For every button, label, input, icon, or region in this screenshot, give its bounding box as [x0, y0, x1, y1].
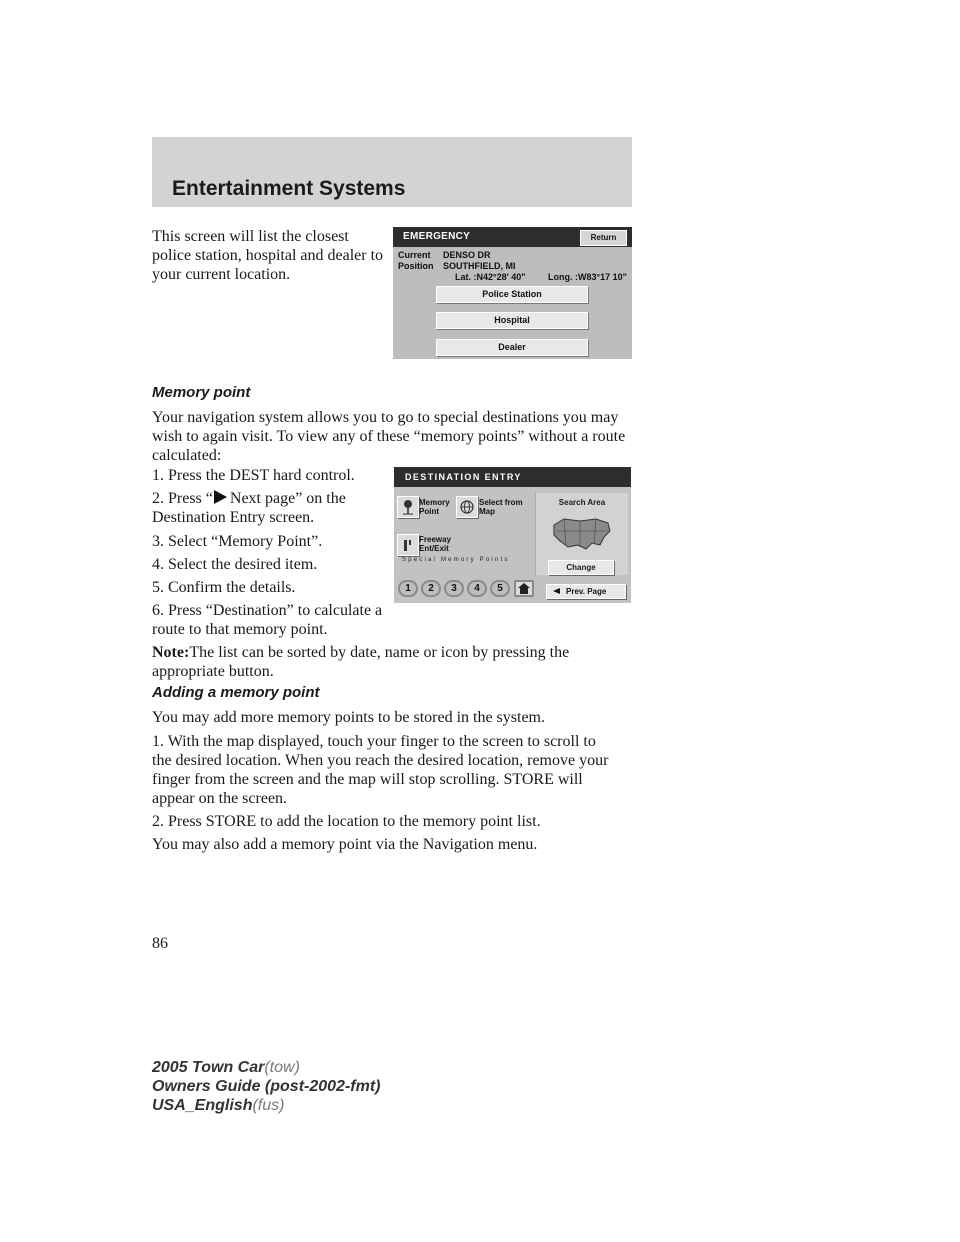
search-area-title: Search Area [558, 498, 606, 507]
special-memory-points-label: Special Memory Points [402, 557, 510, 563]
step-6-line-2: route to that memory point. [152, 621, 328, 638]
select-from-map-label-2[interactable]: Map [479, 507, 495, 516]
adding-step-2: 2. Press STORE to add the location to the memory point list. [152, 813, 541, 830]
note-line-1 [152, 643, 569, 662]
step-2-continued: Destination Entry screen. [152, 509, 315, 526]
street-value: DENSO DR [443, 250, 491, 260]
current-label: Current [398, 250, 431, 260]
adding-closing: You may also add a memory point via the Navigation menu. [152, 836, 538, 853]
globe-icon[interactable] [456, 496, 478, 518]
memory-point-2-button[interactable]: 2 [421, 580, 441, 597]
memory-point-5-button[interactable]: 5 [490, 580, 510, 597]
step-3: 3. Select “Memory Point”. [152, 533, 323, 550]
memory-point-heading: Memory point [152, 384, 251, 401]
step-5: 5. Confirm the details. [152, 579, 296, 596]
intro-line-2: police station, hospital and dealer to [152, 247, 384, 264]
footer-line-1 [152, 1058, 380, 1077]
destination-title: DESTINATION ENTRY [405, 472, 522, 482]
freeway-icon[interactable] [397, 534, 419, 556]
arrow-left-icon [553, 588, 560, 594]
step-2-pre: 2. Press “ [152, 490, 213, 507]
police-station-button[interactable]: Police Station [436, 286, 588, 303]
change-button[interactable]: Change [548, 560, 614, 575]
footer-model: 2005 Town Car [152, 1059, 265, 1076]
emergency-title-bar [393, 227, 632, 247]
memory-point-1-button[interactable]: 1 [398, 580, 418, 597]
dealer-button[interactable]: Dealer [436, 339, 588, 356]
emergency-title: EMERGENCY [403, 231, 471, 242]
section-header [152, 137, 632, 207]
footer-line-2 [152, 1077, 380, 1096]
step-2 [152, 489, 346, 508]
footer-line-3 [152, 1096, 380, 1115]
freeway-label-1[interactable]: Freeway [419, 535, 452, 544]
select-from-map-label-1[interactable]: Select from [479, 498, 523, 507]
memory-para-line-3: calculated: [152, 447, 222, 464]
memory-point-4-button[interactable]: 4 [467, 580, 487, 597]
intro-line-1: This screen will list the closest [152, 228, 349, 245]
destination-title-bar [394, 467, 631, 487]
adding-step-1-line-2: the desired location. When you reach the desired location, remove your [152, 752, 609, 769]
longitude-value: Long. :W83°17 10" [548, 272, 627, 282]
document-footer [152, 1058, 380, 1115]
search-area-panel [535, 493, 628, 575]
step-4: 4. Select the desired item. [152, 556, 318, 573]
latitude-value: Lat. :N42°28' 40" [455, 272, 526, 282]
page-number: 86 [152, 935, 168, 952]
hospital-button[interactable]: Hospital [436, 312, 588, 329]
adding-para: You may add more memory points to be stored in the system. [152, 709, 545, 726]
memory-para-line-1: Your navigation system allows you to go to special destinations you may [152, 409, 619, 426]
footer-language-code: (fus) [252, 1097, 285, 1114]
freeway-label-2[interactable]: Ent/Exit [419, 544, 449, 553]
note-label: Note: [152, 644, 190, 661]
prev-page-label: Prev. Page [566, 587, 607, 596]
footer-guide: Owners Guide (post-2002-fmt) [152, 1078, 381, 1095]
intro-line-3: your current location. [152, 266, 291, 283]
destination-entry-screen [394, 467, 631, 603]
next-page-arrow-icon [214, 490, 227, 504]
step-6-line-1: 6. Press “Destination” to calculate a [152, 602, 383, 619]
adding-step-1-line-4: appear on the screen. [152, 790, 288, 807]
prev-page-button[interactable] [546, 584, 626, 599]
us-map-icon [550, 513, 614, 555]
city-value: SOUTHFIELD, MI [443, 261, 516, 271]
memory-point-label-2[interactable]: Point [419, 507, 439, 516]
return-button[interactable]: Return [580, 230, 627, 246]
position-label: Position [398, 261, 434, 271]
adding-heading: Adding a memory point [152, 684, 320, 701]
memory-point-label-1[interactable]: Memory [419, 498, 450, 507]
memory-point-3-button[interactable]: 3 [444, 580, 464, 597]
step-1: 1. Press the DEST hard control. [152, 467, 355, 484]
note-text: The list can be sorted by date, name or icon by pressing the [189, 644, 570, 661]
note-line-2: appropriate button. [152, 663, 274, 680]
footer-model-code: (tow) [264, 1059, 300, 1076]
section-title: Entertainment Systems [172, 177, 406, 200]
memory-para-line-2: wish to again visit. To view any of these “memory points” without a route [152, 428, 626, 445]
footer-language: USA_English [152, 1097, 253, 1114]
emergency-screen [393, 227, 632, 359]
adding-step-1-line-3: finger from the screen and the map will stop scrolling. STORE will [152, 771, 583, 788]
memory-point-pin-icon[interactable] [397, 496, 419, 518]
adding-step-1-line-1: 1. With the map displayed, touch your finger to the screen to scroll to [152, 733, 596, 750]
home-icon[interactable] [514, 580, 534, 597]
step-2-post: Next page” on the [229, 490, 346, 507]
